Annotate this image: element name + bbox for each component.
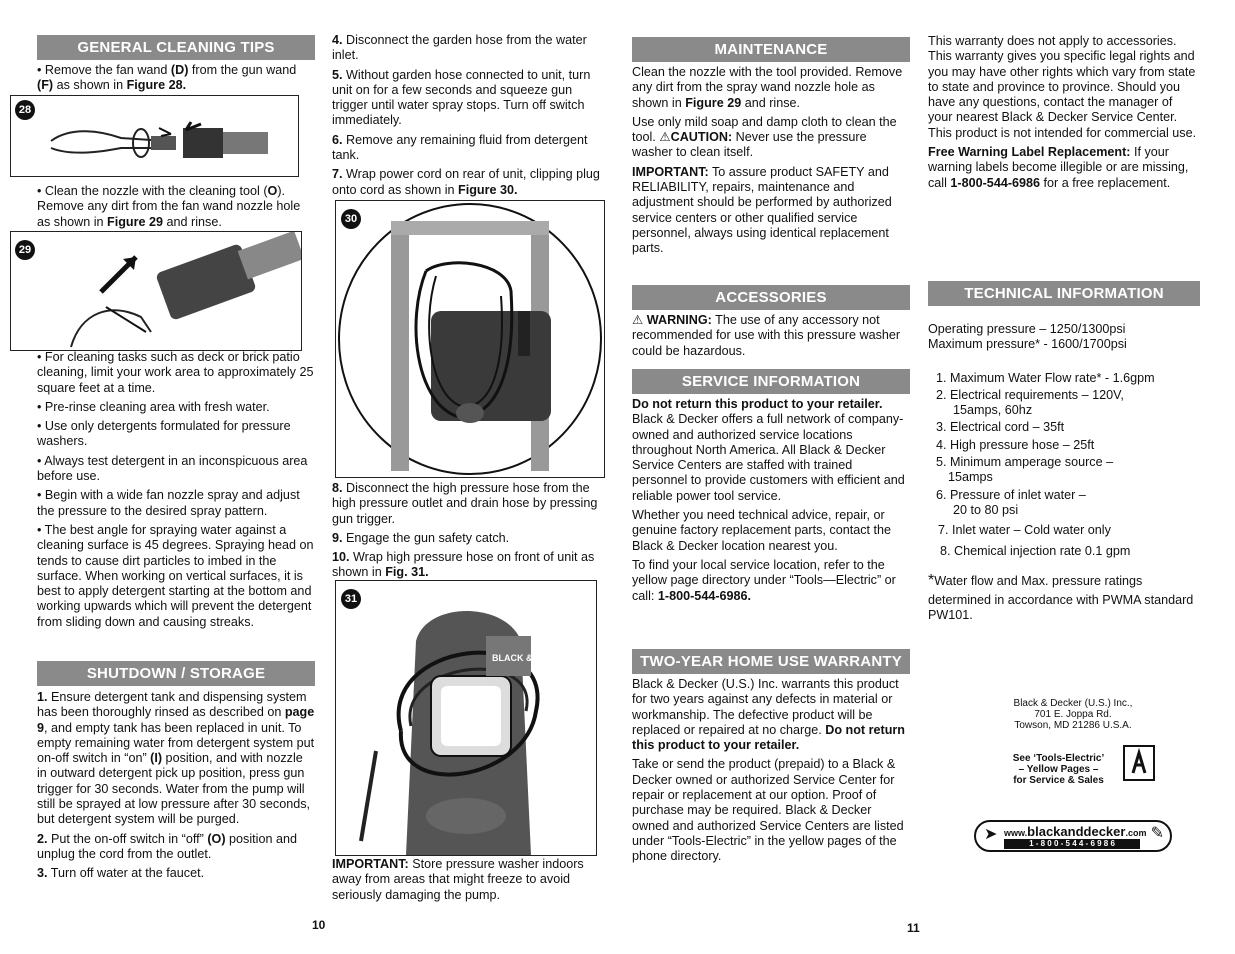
shutdown-step-1: 1. Ensure detergent tank and dispensing system has been thoroughly rinsed as described on page 9, and empty tank has been replaced in unit. To empty remaining water from detergent system put on-off switch in “on” (I) position, and with nozzle in outward detergent pick up position, press gun trigger for 30 seconds. Water from the pump will still be sprayed at low pressure after 30 seconds, but detergent system will be purged. — [37, 690, 315, 827]
storage-steps-continued — [332, 33, 602, 202]
warranty-p1: Black & Decker (U.S.) Inc. warrants this product for two years against any defects in material or workmanship. The defective product will be replaced or repaired at no charge. Do not return this product to your retailer. — [632, 677, 905, 753]
spec-item: 5. Minimum amperage source – — [936, 455, 1114, 470]
warranty-header: TWO-YEAR HOME USE WARRANTY — [632, 649, 910, 674]
service-p1: Do not return this product to your retailer. Black & Decker offers a full network of company-owned and authorized service locations throughout North America. All Black & Decker Service Centers are staffed with trained personnel to provide customers with efficient and reliable power tool service. — [632, 397, 905, 503]
shutdown-storage-header: SHUTDOWN / STORAGE — [37, 661, 315, 686]
flow-rating-note-2: determined in accordance with PWMA standard PW101. — [928, 593, 1194, 623]
hose-wrap-illustration — [336, 581, 596, 855]
shutdown-step-7: 7. Wrap power cord on rear of unit, clipping plug onto cord as shown in Figure 30. — [332, 167, 600, 197]
general-tip-7: • Begin with a wide fan nozzle spray and adjust the pressure to the desired spray pattern. — [37, 488, 300, 518]
spec-item: 4. High pressure hose – 25ft — [936, 437, 1095, 452]
cord-wrap-illustration — [336, 201, 604, 477]
caution-icon: ⚠ — [659, 130, 671, 145]
spec-item: 8. Chemical injection rate 0.1 gpm — [940, 543, 1131, 558]
general-tip-8: • The best angle for spraying water against a cleaning surface is 45 degrees. Spraying head on tends to cause dirt particles to imbed in the surface. When working on vertical surfaces, it is best to apply detergent starting at the bottom and working upwards which will prevent the detergent from sliding down and causing streaks. — [37, 522, 314, 629]
wrench-icon: ✎ — [1150, 825, 1164, 842]
nozzle-cleaning-illustration — [11, 232, 301, 350]
yellow-pages-icon — [1123, 745, 1155, 781]
maximum-pressure: Maximum pressure* - 1600/1700psi — [928, 337, 1127, 352]
shutdown-step-2: 2. Put the on-off switch in “off” (O) position and unplug the cord from the outlet. — [37, 831, 297, 861]
shutdown-step-10: 10. Wrap high pressure hose on front of unit as shown in Fig. 31. — [332, 550, 595, 580]
warning-icon: ⚠ — [632, 313, 644, 327]
yellow-pages-note: See ‘Tools-Electric’ – Yellow Pages – for Service & Sales — [1012, 753, 1105, 786]
warning-label-replacement: Free Warning Label Replacement: If your warning labels become illegible or are missing, call 1-800-544-6986 for a free replacement. — [928, 145, 1189, 190]
arrow-icon: ➤ — [984, 826, 998, 843]
general-tip-2: • Clean the nozzle with the cleaning tool (O). Remove any dirt from the fan wand nozzle hole as shown in Figure 29 and rinse. — [37, 184, 301, 229]
spec-item: 20 to 80 psi — [953, 502, 1019, 517]
service-p2: Whether you need technical advice, repair, or genuine factory replacement parts, contact the Black & Decker location nearest you. — [632, 508, 892, 553]
company-address: Black & Decker (U.S.) Inc., 701 E. Joppa Rd. Towson, MD 21286 U.S.A. — [1013, 698, 1133, 731]
technical-spec-list — [928, 371, 1200, 559]
page-number-right: 11 — [907, 921, 920, 935]
spec-item: 2. Electrical requirements – 120V, — [936, 387, 1124, 402]
figure-29 — [10, 231, 302, 351]
technical-information-header: TECHNICAL INFORMATION — [928, 281, 1200, 306]
storage-steps-continued-2 — [332, 481, 602, 585]
accessories-warning: ⚠ WARNING: The use of any accessory not recommended for use with this pressure washer could be hazardous. — [632, 313, 901, 358]
maintenance-header: MAINTENANCE — [632, 37, 910, 62]
general-tip-4: • Pre-rinse cleaning area with fresh water. — [37, 399, 270, 414]
accessories-header: ACCESSORIES — [632, 285, 910, 310]
maintenance-p2: Use only mild soap and damp cloth to clean the tool. ⚠CAUTION: Never use the pressure washer to clean itself. — [632, 114, 897, 160]
warranty-section — [632, 677, 910, 869]
website-phone: 1 - 8 0 0 - 5 4 4 - 6 9 8 6 — [1004, 839, 1140, 849]
shutdown-step-6: 6. Remove any remaining fluid from detergent tank. — [332, 132, 588, 163]
maintenance-p3: IMPORTANT: To assure product SAFETY and RELIABILITY, repairs, maintenance and adjustment should be performed by authorized service centers or other qualified service personnel, always using identical replacement parts. — [632, 164, 892, 256]
service-information-header: SERVICE INFORMATION — [632, 369, 910, 394]
nozzle-removal-illustration — [11, 96, 298, 176]
general-tip-3: • For cleaning tasks such as deck or brick patio cleaning, limit your work area to approximately 25 square feet at a time. — [37, 350, 314, 395]
spec-item: 3. Electrical cord – 35ft — [936, 420, 1065, 435]
general-tip-5: • Use only detergents formulated for pressure washers. — [37, 419, 291, 449]
figure-28-badge: 28 — [15, 100, 35, 120]
maintenance-p1: Clean the nozzle with the tool provided. Remove any dirt from the spray wand nozzle hole as shown in Figure 29 and rinse. — [632, 65, 903, 110]
spec-item: 15amps — [948, 470, 993, 485]
figure-31-badge: 31 — [341, 589, 361, 609]
spec-item: 6. Pressure of inlet water – — [936, 487, 1086, 502]
general-cleaning-header: GENERAL CLEANING TIPS — [37, 35, 315, 60]
website-url: www.blackanddecker.com — [1004, 824, 1147, 839]
figure-31 — [335, 580, 597, 856]
figure-30-badge: 30 — [341, 209, 361, 229]
shutdown-step-8: 8. Disconnect the high pressure hose from the high pressure outlet and drain hose by pressing gun trigger. — [332, 481, 598, 526]
general-tip-1: • Remove the fan wand (D) from the gun wand (F) as shown in Figure 28. — [37, 63, 297, 93]
warranty-continued — [928, 34, 1200, 195]
figure-30 — [335, 200, 605, 478]
brand-logo-text: BLACK & DECKER — [492, 653, 573, 663]
storage-important-note: IMPORTANT: Store pressure washer indoors away from areas that might freeze to avoid seriously damaging the pump. — [332, 857, 584, 902]
service-section — [632, 397, 910, 608]
figure-29-badge: 29 — [15, 240, 35, 260]
warranty-p3: This warranty does not apply to accessories. This warranty gives you specific legal rights and you may have other rights which vary from state to state and province to province. Should you have any questions, contact the manager of your nearest Black & Decker Service Center. This product is not intended for commercial use. — [928, 34, 1197, 140]
flow-rating-note: *Water flow and Max. pressure ratings — [928, 571, 1143, 589]
spec-item: 7. Inlet water – Cold water only — [938, 523, 1111, 538]
spec-item: 15amps, 60hz — [953, 403, 1033, 418]
shutdown-step-4: 4. Disconnect the garden hose from the water inlet. — [332, 33, 587, 63]
shutdown-step-9: 9. Engage the gun safety catch. — [332, 530, 510, 545]
shutdown-steps — [37, 690, 315, 886]
general-tip-6: • Always test detergent in an inconspicuous area before use. — [37, 453, 308, 484]
page-number-left: 10 — [312, 918, 326, 932]
technical-section — [928, 322, 1200, 624]
operating-pressure: Operating pressure – 1250/1300psi — [928, 322, 1126, 336]
service-p3: To find your local service location, refer to the yellow page directory under “Tools—Electric” or call: 1-800-544-6986. — [632, 557, 896, 603]
shutdown-step-5: 5. Without garden hose connected to unit, turn unit on for a few seconds and squeeze gun trigger until water spray stops. Turn off switch immediately. — [332, 67, 591, 128]
figure-28 — [10, 95, 299, 177]
general-tips-list — [37, 350, 315, 634]
spec-item: 1. Maximum Water Flow rate* - 1.6gpm — [936, 370, 1155, 385]
maintenance-section — [632, 65, 910, 261]
website-badge[interactable] — [974, 820, 1172, 852]
warranty-p2: Take or send the product (prepaid) to a Black & Decker owned or authorized Service Center for repair or replacement at our option. Proof of purchase may be required. Black & Decker owned and authorized Service Centers are listed under “Tools-Electric” in the yellow pages of the phone directory. — [632, 757, 904, 864]
shutdown-step-3: 3. Turn off water at the faucet. — [37, 866, 205, 881]
